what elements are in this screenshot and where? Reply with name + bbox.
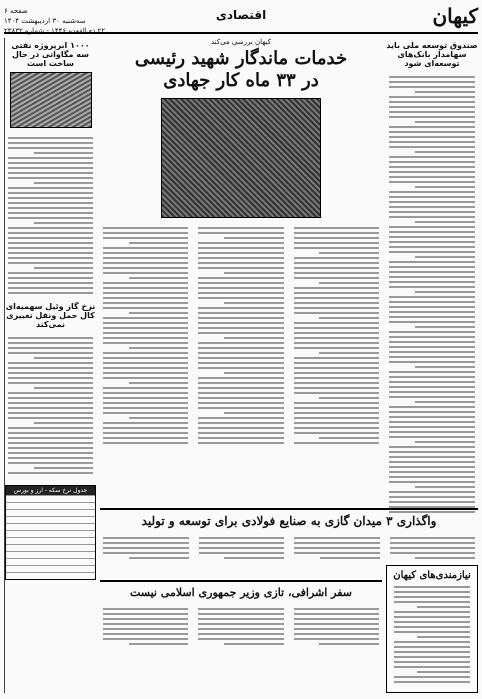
currency-table xyxy=(5,485,96,580)
left-article-body-2 xyxy=(5,332,96,479)
right-article-title: صندوق توسعه ملی باید سهامدار بانک‌های توسعه‌ای شود xyxy=(386,41,478,68)
headline-line-1: خدمات ماندگار شهید رئیسی xyxy=(134,48,348,69)
page-issue: ۲۲ ذی‌القعده ۱۴۴۶ - شماره ۲۳۸۳۲ xyxy=(4,27,106,35)
classifieds-title: نیازمندی‌های کیهان xyxy=(393,570,471,581)
right-article-body xyxy=(386,71,478,518)
newspaper-logo: کیهان xyxy=(432,4,478,28)
right-column xyxy=(386,38,478,558)
left-article-body-1 xyxy=(5,132,96,299)
main-col-1 xyxy=(291,222,382,449)
main-story xyxy=(100,38,382,498)
left-column xyxy=(4,38,96,693)
page-date: سه‌شنبه ۳۰ اردیبهشت ۱۴۰۴ xyxy=(4,17,86,25)
bottom-story-2-headline: سفر اشرافی، تازی وزیر جمهوری اسلامی نیست xyxy=(129,586,353,599)
currency-table-title: جدول نرخ سکه - ارز و بورس xyxy=(6,486,95,495)
main-story-columns xyxy=(100,222,382,449)
left-article-title-2: نرخ گاز وئیل سهمیه‌ای کال‌ حمل‌ ونقل تغییری نمی‌کند xyxy=(5,302,96,329)
headline-line-2: در ۳۳ ماه کار جهادی xyxy=(163,70,319,91)
section-title: اقتصادی xyxy=(215,8,267,22)
left-article-title-1: ۱۰۰۰ ابرپروژه نفتی سه مگاواتی در حال ساخت است xyxy=(11,41,90,68)
page-number: صفحه ۶ xyxy=(4,7,28,15)
bottom-story-1 xyxy=(100,508,478,570)
main-photo xyxy=(161,98,321,218)
bottom-story-1-headline: واگذاری ۳ میدان گازی به صنایع فولادی برای توسعه و تولید xyxy=(141,514,437,528)
left-photo xyxy=(10,72,92,128)
kicker: کیهان بررسی می‌کند xyxy=(211,38,271,46)
page-info xyxy=(4,6,105,36)
main-col-2 xyxy=(195,222,286,449)
main-col-3 xyxy=(100,222,191,449)
classifieds-box xyxy=(386,565,478,693)
page-header xyxy=(4,4,478,34)
bottom-story-2 xyxy=(100,580,382,693)
